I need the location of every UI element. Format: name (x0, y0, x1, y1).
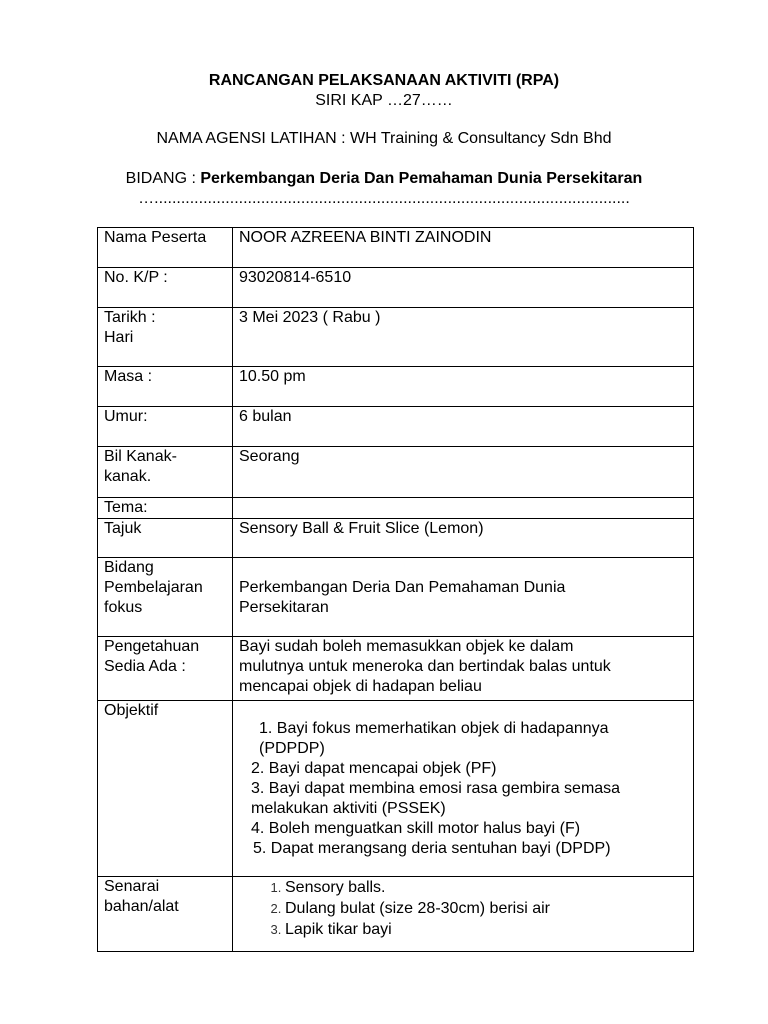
objektif-line: 2. Bayi dapat mencapai objek (PF) (251, 760, 497, 777)
umur-label: Umur: (98, 407, 233, 447)
bahan-label-2: bahan/alat (104, 898, 179, 915)
tarikh-label (98, 308, 233, 367)
pengetahuan-label-1: Pengetahuan (104, 638, 200, 655)
row-tarikh (98, 308, 694, 367)
row-bahan (98, 877, 694, 952)
nama-value: NOOR AZREENA BINTI ZAINODIN (233, 228, 694, 268)
pengetahuan-label (98, 637, 233, 701)
row-tema (98, 498, 694, 519)
objektif-line: 4. Boleh menguatkan skill motor halus bayi (F) (251, 820, 581, 837)
row-tajuk (98, 519, 694, 558)
rpa-table (97, 227, 694, 952)
objektif-line: 1. Bayi fokus memerhatikan objek di hadapannya (259, 720, 609, 737)
bidang-label-2: Pembelajaran (104, 579, 203, 596)
bahan-item: 1. Sensory balls. (285, 877, 687, 898)
tajuk-value: Sensory Ball & Fruit Slice (Lemon) (233, 519, 694, 558)
nama-label: Nama Peserta (98, 228, 233, 268)
bidang-line (0, 170, 768, 188)
row-kp (98, 268, 694, 308)
tarikh-label-2: Hari (104, 329, 134, 346)
agensi-line (0, 130, 768, 148)
bahan-label (98, 877, 233, 952)
bil-label-2: kanak. (104, 468, 152, 485)
bidang-value-1: Perkembangan Deria Dan Pemahaman Dunia (239, 579, 566, 596)
bidang-value: Perkembangan Deria Dan Pemahaman Dunia Persekitaran (200, 170, 643, 187)
bahan-label-1: Senarai (104, 878, 160, 895)
objektif-list (239, 719, 687, 859)
siri-kap: SIRI KAP …27…… (315, 92, 453, 109)
bidang-label-3: fokus (104, 599, 143, 616)
pengetahuan-label-2: Sedia Ada : (104, 658, 186, 675)
row-bidang (98, 558, 694, 637)
masa-value: 10.50 pm (233, 367, 694, 407)
row-objektif (98, 701, 694, 877)
umur-value: 6 bulan (233, 407, 694, 447)
agensi-label: NAMA AGENSI LATIHAN : (156, 130, 351, 147)
row-masa (98, 367, 694, 407)
objektif-line: 5. Dapat merangsang deria sentuhan bayi (DPDP) (253, 840, 611, 857)
bidang-value-2: Persekitaran (239, 599, 329, 616)
bil-label (98, 447, 233, 498)
pengetahuan-value-1: Bayi sudah boleh memasukkan objek ke dalam (239, 638, 574, 655)
bidang-fokus-value (233, 558, 694, 637)
bidang-fokus-label (98, 558, 233, 637)
document-title: RANCANGAN PELAKSANAAN AKTIVITI (RPA) (208, 72, 560, 89)
objektif-label: Objektif (98, 701, 233, 877)
bil-label-1: Bil Kanak- (104, 448, 177, 465)
pengetahuan-value-3: mencapai objek di hadapan beliau (239, 678, 482, 695)
agensi-value: WH Training & Consultancy Sdn Bhd (350, 130, 612, 147)
row-umur (98, 407, 694, 447)
bil-value: Seorang (233, 447, 694, 498)
bidang-label-1: Bidang (104, 559, 154, 576)
kp-value: 93020814-6510 (233, 268, 694, 308)
row-nama (98, 228, 694, 268)
kp-label: No. K/P : (98, 268, 233, 308)
bahan-item: 3. Lapik tikar bayi (285, 919, 687, 940)
tarikh-value: 3 Mei 2023 ( Rabu ) (233, 308, 694, 367)
row-bil (98, 447, 694, 498)
tarikh-label-1: Tarikh : (104, 309, 156, 326)
tema-label: Tema: (98, 498, 233, 519)
tema-value (233, 498, 694, 519)
objektif-value (233, 701, 694, 877)
objektif-line: melakukan aktiviti (PSSEK) (251, 800, 446, 817)
bahan-item: 2. Dulang bulat (size 28-30cm) berisi air (285, 898, 687, 919)
objektif-line: (PDPDP) (259, 740, 325, 757)
bahan-list (239, 877, 687, 940)
dotted-separator: …........................................................................................................... (138, 190, 630, 207)
objektif-line: 3. Bayi dapat membina emosi rasa gembira semasa (251, 780, 621, 797)
pengetahuan-value (233, 637, 694, 701)
bidang-label: BIDANG : (125, 170, 201, 187)
bahan-value (233, 877, 694, 952)
pengetahuan-value-2: mulutnya untuk meneroka dan bertindak balas untuk (239, 658, 611, 675)
row-pengetahuan (98, 637, 694, 701)
masa-label: Masa : (98, 367, 233, 407)
tajuk-label: Tajuk (98, 519, 233, 558)
